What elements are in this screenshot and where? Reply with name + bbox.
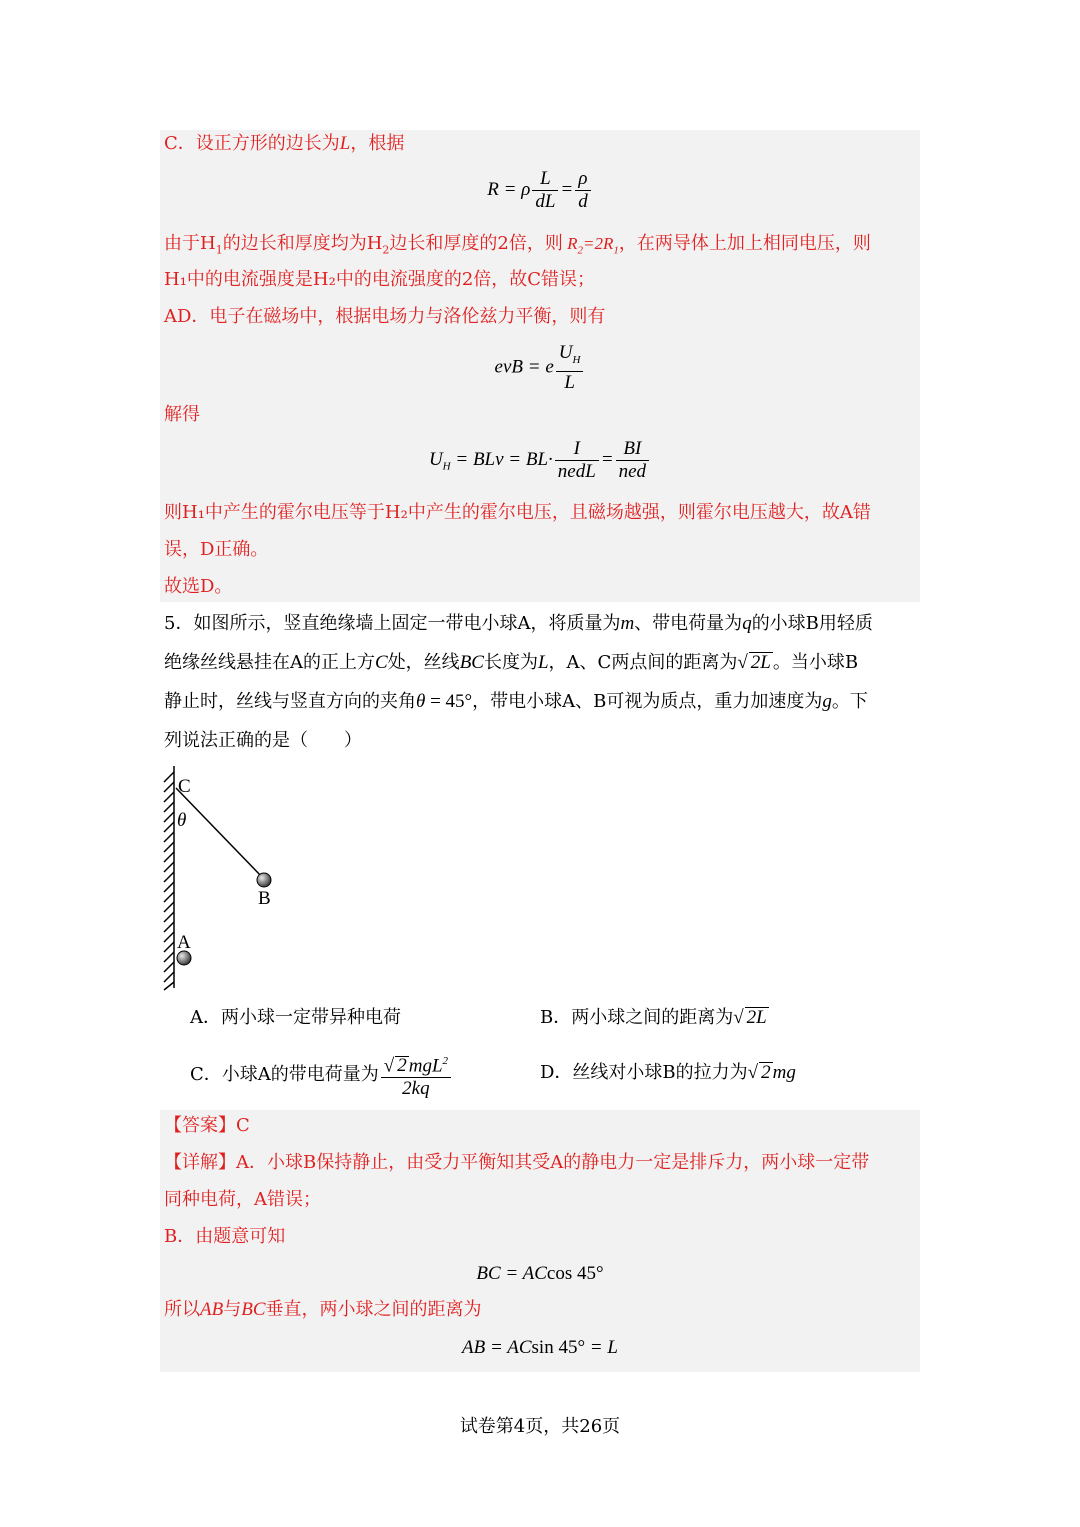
formula-hall-voltage: $U_H$ = BLv = BL· $\frac{I}{\text{nedL}}$ = $\frac{BI}{\text{ned}}$	[160, 438, 920, 483]
question5-line2: 绝缘丝线悬挂在A的正上方C处，丝线BC长度为L，A、C两点间的距离为√ 2L 。当小球B	[164, 652, 859, 673]
option-d[interactable]: D．丝线对小球B的拉力为√ 2 mg	[540, 1062, 796, 1083]
page-footer: 试卷第4页，共26页	[459, 1416, 621, 1437]
formula-resistance: R = ρ $\frac{L}{dL}$ = $\frac{\rho}{d}$	[160, 168, 920, 213]
explanation-c-line3: H₁中的电流强度是H₂中的电流强度的2倍，故C错误；	[164, 269, 596, 290]
ball-b	[257, 873, 271, 887]
explanation-ad-intro: AD．电子在磁场中，根据电场力与洛伦兹力平衡，则有	[164, 306, 606, 327]
formula-ab: AB = ACsin 45° = L	[462, 1337, 618, 1358]
formula-force-balance: evB = e $\frac{U_H}{L}$	[160, 342, 920, 394]
question5-figure	[150, 760, 290, 992]
formula-bc: BC = ACcos 45°	[476, 1263, 604, 1284]
explanation-choose: 故选D。	[164, 576, 233, 597]
answer-line: 【答案】C	[164, 1115, 250, 1136]
ball-a	[177, 951, 191, 965]
detail-a-line2: 同种电荷，A错误；	[164, 1189, 321, 1210]
explanation-conclusion-2: 误，D正确。	[164, 539, 269, 560]
detail-b-line2: 所以AB与BC垂直，两小球之间的距离为	[164, 1299, 482, 1320]
question5-line4: 列说法正确的是（ ）	[164, 730, 362, 751]
detail-b-intro: B．由题意可知	[164, 1226, 286, 1247]
label-c: C	[178, 776, 191, 797]
label-a: A	[177, 932, 191, 953]
question5-line3: 静止时，丝线与竖直方向的夹角θ = 45°，带电小球A、B可视为质点，重力加速度为g。下	[164, 691, 868, 712]
option-c[interactable]: C．小球A的带电荷量为 $\frac{√ 2 mgL^2}{2kq}$	[190, 1050, 453, 1100]
string-bc	[176, 788, 263, 878]
explanation-c-line2: 由于$H_1$的边长和厚度均为$H_2$边长和厚度的2倍，则 $R_2=2R_1$，在两导体上加上相同电压，则	[164, 233, 871, 257]
detail-a-line1: 【详解】A．小球B保持静止，由受力平衡知其受A的静电力一定是排斥力，两小球一定带	[164, 1152, 870, 1173]
explanation-jiede: 解得	[164, 404, 200, 425]
wall-hatching	[164, 766, 174, 990]
label-theta: θ	[177, 810, 187, 831]
option-b[interactable]: B．两小球之间的距离为√ 2L	[540, 1007, 767, 1028]
explanation-conclusion-1: 则H₁中产生的霍尔电压等于H₂中产生的霍尔电压，且磁场越强，则霍尔电压越大，故A错	[164, 502, 871, 523]
option-a[interactable]: A．两小球一定带异种电荷	[190, 1007, 401, 1028]
explanation-c-intro: C．设正方形的边长为L，根据	[164, 133, 405, 154]
label-b: B	[258, 888, 271, 909]
question5-line1: 5．如图所示，竖直绝缘墙上固定一带电小球A，将质量为m、带电荷量为q的小球B用轻质	[164, 613, 873, 634]
